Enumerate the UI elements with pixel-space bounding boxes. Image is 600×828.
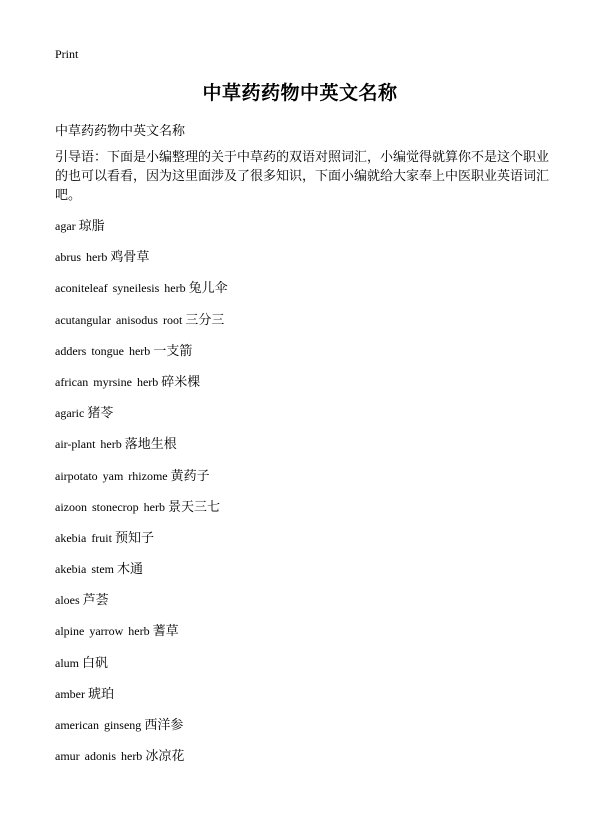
list-item xyxy=(55,465,228,496)
page-title: 中草药药物中英文名称 xyxy=(202,82,398,104)
term-chinese: 木通 xyxy=(116,562,143,578)
term-english: amur adonis herb xyxy=(55,749,143,764)
list-item xyxy=(55,714,228,745)
term-english: amber xyxy=(55,686,85,701)
list-item xyxy=(55,620,228,651)
list-item xyxy=(55,402,228,433)
term-english: airpotato yam rhizome xyxy=(55,468,168,483)
term-chinese: 碎米棵 xyxy=(161,374,201,390)
list-item xyxy=(55,652,228,683)
list-item xyxy=(55,527,228,558)
list-item xyxy=(55,558,228,589)
subtitle: 中草药药物中英文名称 xyxy=(55,124,186,139)
term-list xyxy=(55,215,228,776)
list-item xyxy=(55,215,228,246)
list-item xyxy=(55,683,228,714)
term-english: acutangular anisodus root xyxy=(55,312,183,327)
term-english: alpine yarrow herb xyxy=(55,624,150,639)
term-chinese: 琥珀 xyxy=(87,686,114,702)
term-chinese: 蓍草 xyxy=(152,624,179,640)
term-chinese: 芦荟 xyxy=(82,593,109,609)
intro-paragraph: 引导语：下面是小编整理的关于中草药的双语对照词汇，小编觉得就算你不是这个职业的也可以看看，因为这里面涉及了很多知识，下面小编就给大家奉上中医职业英语词汇吧。 xyxy=(55,150,550,203)
term-english: air-plant herb xyxy=(55,437,122,452)
term-english: aizoon stonecrop herb xyxy=(55,499,165,514)
term-chinese: 黄药子 xyxy=(170,468,210,484)
term-chinese: 白矾 xyxy=(82,655,109,671)
term-english: african myrsine herb xyxy=(55,374,159,389)
term-chinese: 冰凉花 xyxy=(145,749,185,765)
term-english: adders tongue herb xyxy=(55,343,151,358)
term-chinese: 西洋参 xyxy=(144,718,184,733)
term-chinese: 三分三 xyxy=(185,312,225,328)
term-chinese: 猪苓 xyxy=(87,406,114,422)
term-chinese: 鸡骨草 xyxy=(110,250,150,266)
term-english: abrus herb xyxy=(55,250,108,265)
list-item xyxy=(55,371,228,402)
term-english: akebia stem xyxy=(55,562,114,577)
list-item xyxy=(55,433,228,464)
term-chinese: 琼脂 xyxy=(78,219,105,234)
list-item xyxy=(55,246,228,277)
list-item xyxy=(55,589,228,620)
list-item xyxy=(55,277,228,308)
term-english: alum xyxy=(55,655,79,670)
term-english: aconiteleaf syneilesis herb xyxy=(55,281,186,296)
list-item xyxy=(55,309,228,340)
term-chinese: 兔儿伞 xyxy=(188,281,228,297)
term-english: agar xyxy=(55,219,76,233)
term-english: agaric xyxy=(55,406,85,421)
term-english: aloes xyxy=(55,593,80,608)
term-english: american ginseng xyxy=(55,718,142,732)
term-english: akebia fruit xyxy=(55,530,112,545)
list-item xyxy=(55,745,228,776)
list-item xyxy=(55,496,228,527)
list-item xyxy=(55,340,228,371)
term-chinese: 落地生根 xyxy=(124,437,177,453)
term-chinese: 景天三七 xyxy=(167,499,220,515)
print-link[interactable]: Print xyxy=(55,47,79,61)
term-chinese: 一支箭 xyxy=(153,343,193,359)
term-chinese: 预知子 xyxy=(114,530,154,546)
